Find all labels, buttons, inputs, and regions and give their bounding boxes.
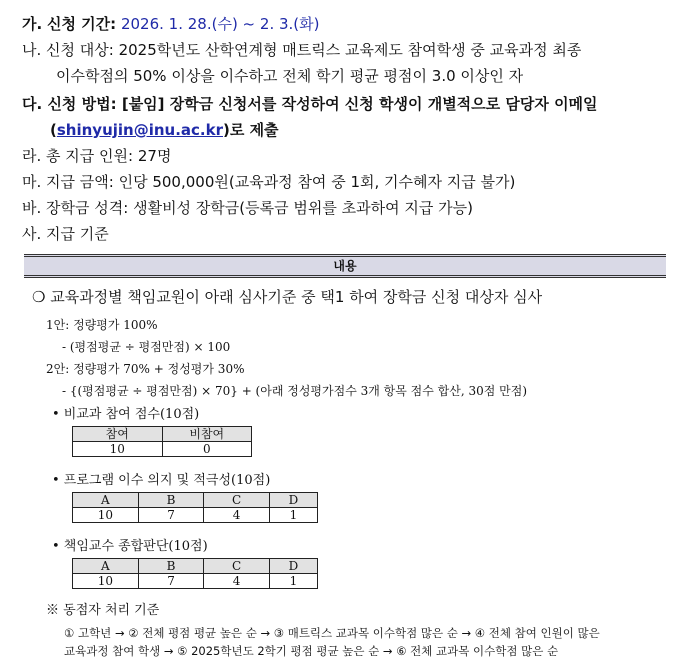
table-cell: 4 [204, 574, 270, 589]
item-target-cont [56, 66, 523, 86]
recipients-text: 총 지급 인원: 27명 [46, 147, 172, 165]
item-label: 라. [22, 147, 42, 165]
plan2-formula: - {(평점평균 ÷ 평점만점) × 70} + (아래 정성평가점수 3개 항목 점수 합산, 30점 만점) [62, 384, 527, 398]
item-label: 다. [22, 95, 43, 113]
nature-text: 장학금 성격: 생활비성 장학금(등록금 범위를 초과하여 지급 가능) [46, 199, 473, 217]
tie-rule-title: ※ 동점자 처리 기준 [46, 603, 160, 618]
item-method [22, 94, 598, 114]
table-cell: 1 [269, 508, 317, 523]
period-label: 신청 기간: [46, 15, 117, 33]
target-text: 신청 대상: 2025학년도 산학연계형 매트릭스 교육제도 참여학생 중 교육과정 최종 [46, 41, 582, 59]
plan1-title: 1안: 정량평가 100% [46, 318, 158, 332]
item-label: 바. [22, 199, 42, 217]
table-header-cell: B [138, 493, 204, 508]
item-target [22, 40, 581, 60]
score-table-judgment [72, 558, 318, 589]
table-cell: 4 [204, 508, 270, 523]
score-table-participation [72, 426, 252, 457]
table-header-cell: B [138, 559, 204, 574]
item-label: 사. [22, 225, 42, 243]
table-header-cell: 비참여 [162, 427, 251, 442]
paren-open: ( [50, 121, 57, 139]
criterion-title: • 비교과 참여 점수(10점) [52, 407, 200, 422]
table-cell: 10 [73, 508, 139, 523]
table-cell: 7 [138, 574, 204, 589]
target-text-cont: 이수학점의 50% 이상을 이수하고 전체 학기 평균 평점이 3.0 이상인 자 [56, 67, 524, 85]
item-criteria [22, 224, 109, 244]
table-cell: 1 [269, 574, 317, 589]
table-header-cell: A [73, 493, 139, 508]
tie-rule-line1: ① 고학년 → ② 전체 평점 평균 높은 순 → ③ 매트릭스 교과목 이수학점 많은 순 → ④ 전체 참여 인원이 많은 [64, 626, 600, 640]
table-cell: 7 [138, 508, 204, 523]
item-recipients [22, 146, 171, 166]
item-label: 마. [22, 173, 42, 191]
criterion-title: • 책임교수 종합판단(10점) [52, 539, 208, 554]
email-link[interactable]: shinyujin@inu.ac.kr [56, 121, 223, 139]
table-cell: 0 [162, 442, 251, 457]
plan2-title: 2안: 정량평가 70% + 정성평가 30% [46, 362, 245, 376]
criteria-text: 지급 기준 [46, 225, 109, 243]
period-dates: 2026. 1. 28.(수) ~ 2. 3.(화) [120, 15, 320, 33]
item-nature [22, 198, 473, 218]
table-cell: 10 [73, 442, 163, 457]
content-intro: ❍ 교육과정별 책임교원이 아래 심사기준 중 택1 하여 장학금 신청 대상자 심사 [32, 288, 543, 306]
item-label: 가. [22, 15, 43, 33]
table-header-cell: D [269, 493, 317, 508]
score-table-willingness [72, 492, 318, 523]
item-label: 나. [22, 41, 42, 59]
content-header: 내용 [24, 254, 666, 278]
item-method-cont [50, 120, 279, 140]
plan1-formula: - (평점평균 ÷ 평점만점) × 100 [62, 340, 231, 354]
tie-rule-line2: 교육과정 참여 학생 → ⑤ 2025학년도 2학기 평점 평균 높은 순 → ⑥ 전체 교과목 이수학점 많은 순 [64, 644, 559, 658]
item-amount [22, 172, 515, 192]
criterion-title: • 프로그램 이수 의지 및 적극성(10점) [52, 473, 271, 488]
table-header-cell: C [204, 559, 270, 574]
table-cell: 10 [73, 574, 139, 589]
method-tail: )로 제출 [223, 121, 279, 139]
table-header-cell: C [204, 493, 270, 508]
method-text: 신청 방법: [붙임] 장학금 신청서를 작성하여 신청 학생이 개별적으로 담당자 이메일 [47, 95, 598, 113]
amount-text: 지급 금액: 인당 500,000원(교육과정 참여 중 1회, 기수혜자 지급 불가) [46, 173, 516, 191]
table-header-cell: 참여 [73, 427, 163, 442]
item-period [22, 14, 319, 34]
table-header-cell: D [269, 559, 317, 574]
table-header-cell: A [73, 559, 139, 574]
